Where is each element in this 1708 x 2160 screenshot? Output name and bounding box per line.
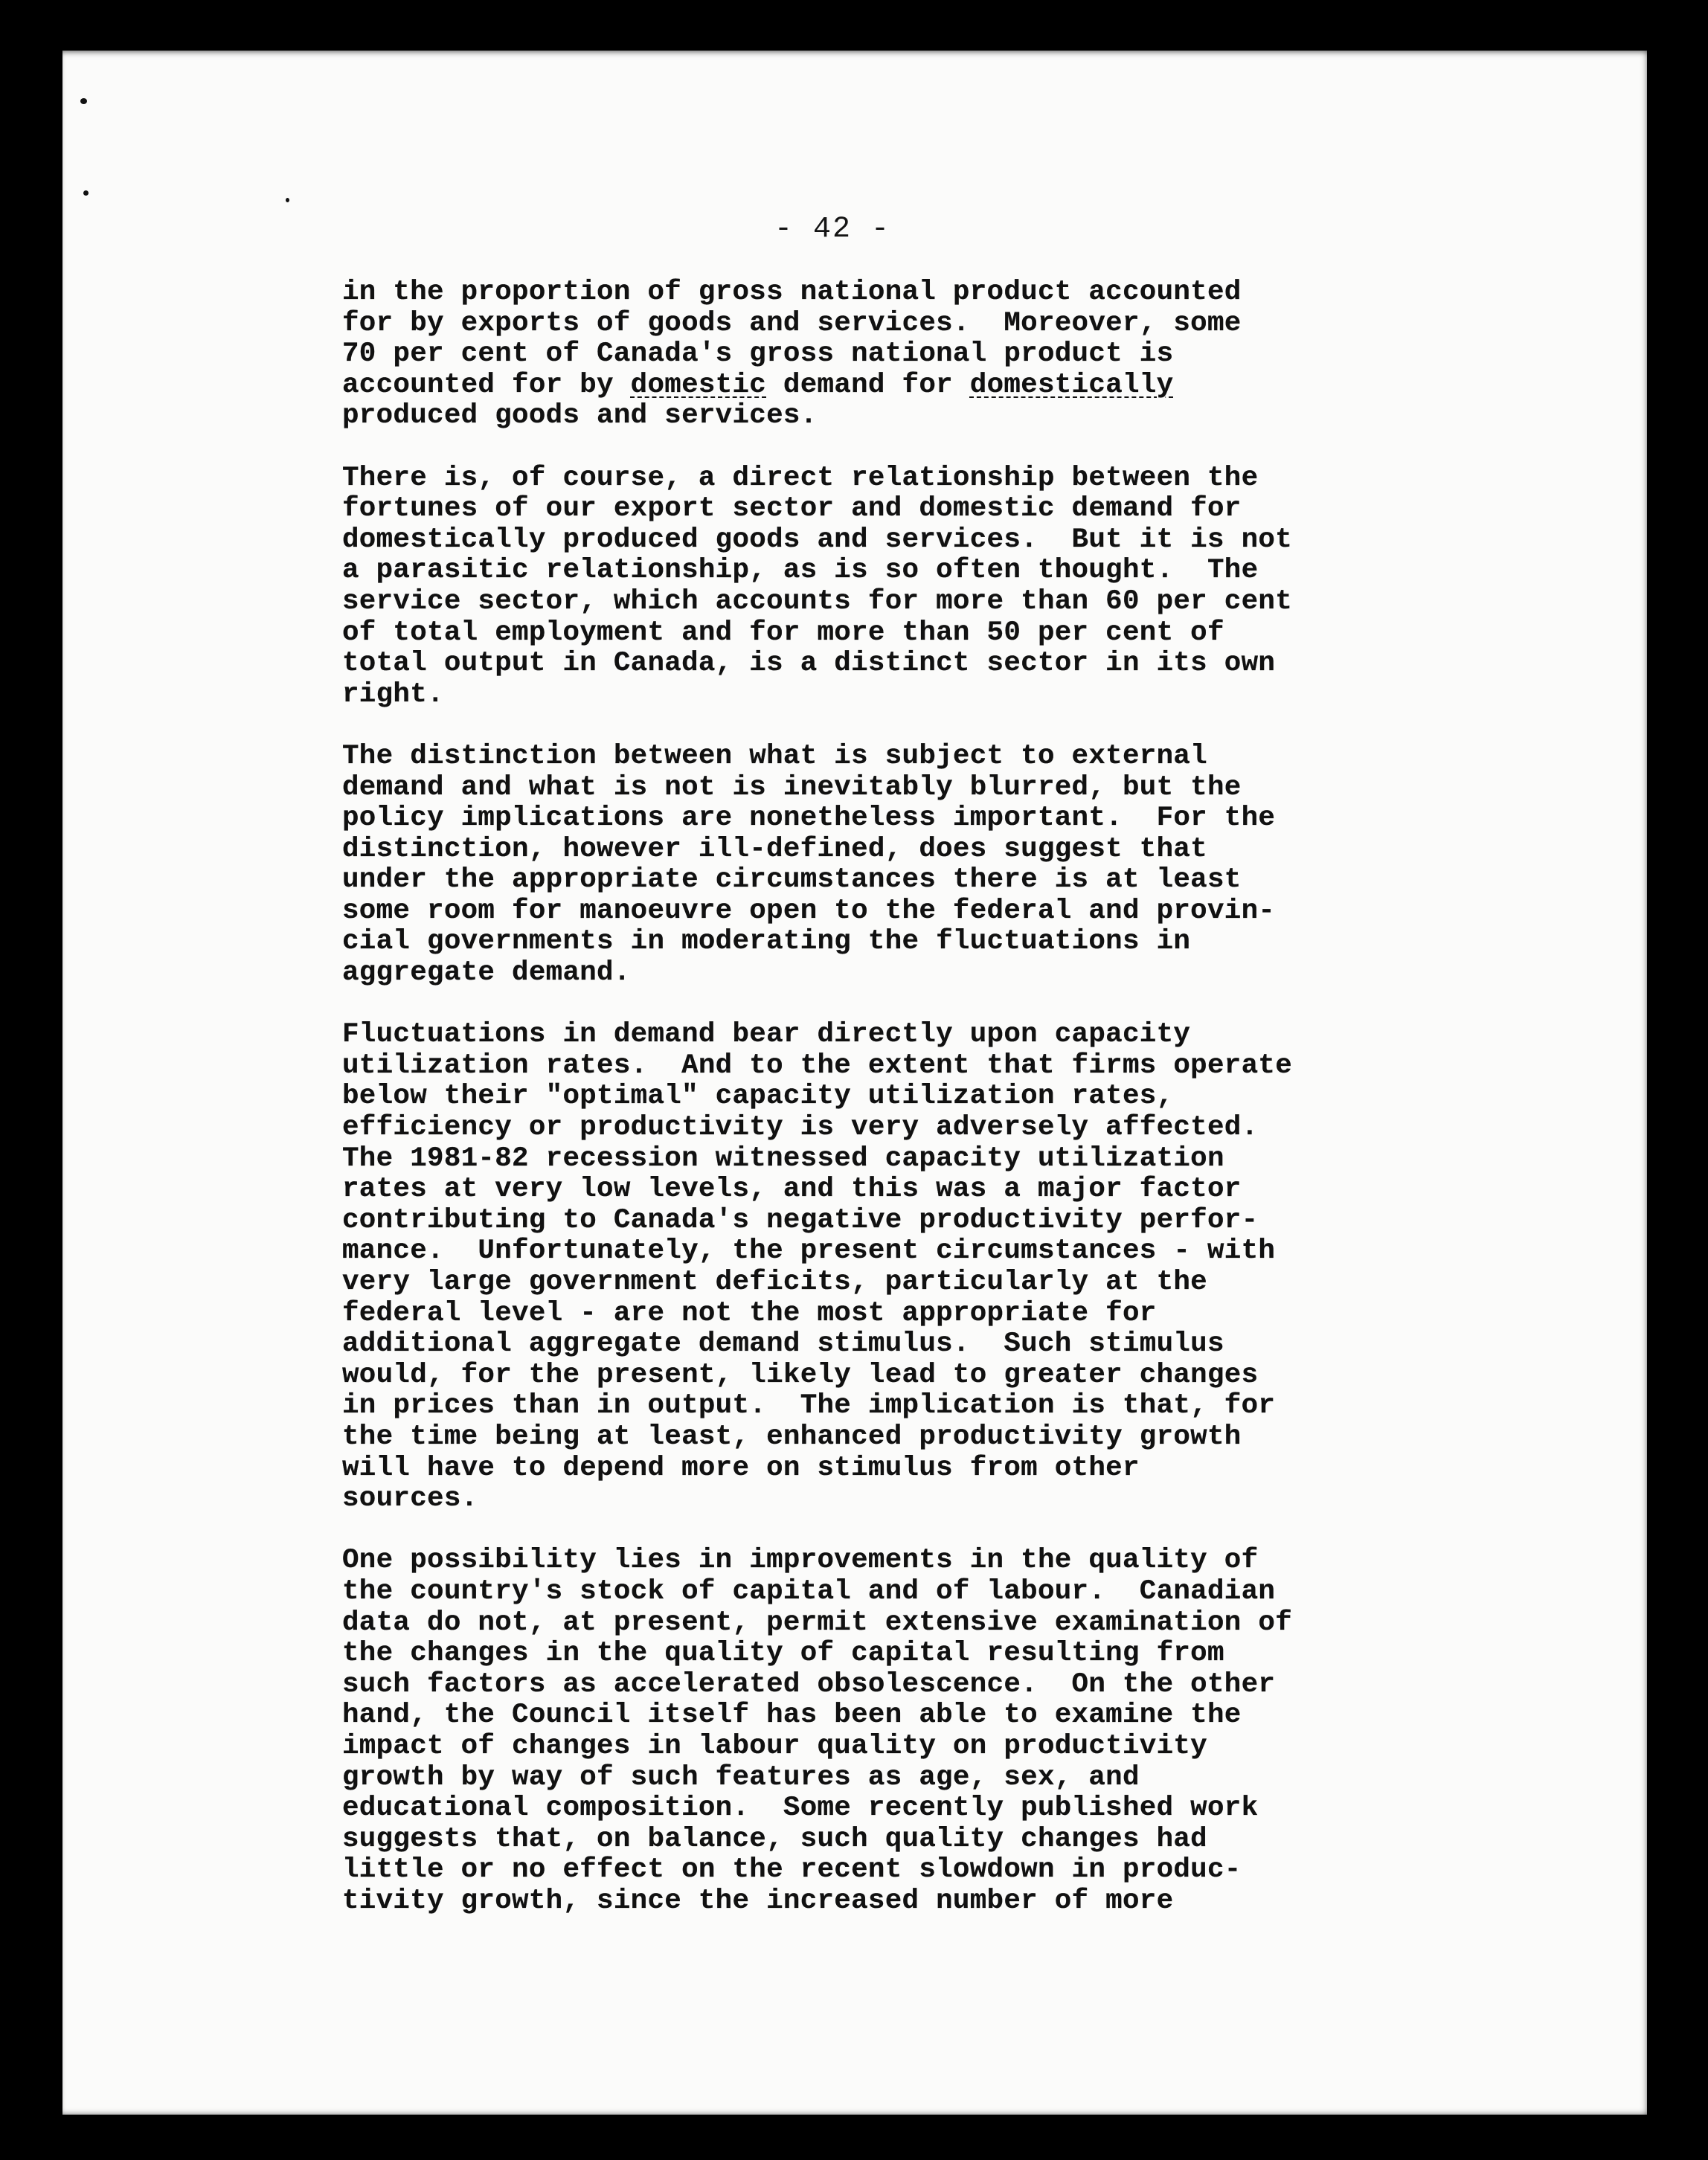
text-line xyxy=(342,1206,1473,1237)
text-segment: demand for xyxy=(766,369,970,401)
text-segment: cial governments in moderating the fluctuations in xyxy=(342,926,1191,958)
text-line xyxy=(342,401,1473,432)
text-line xyxy=(342,773,1473,804)
text-line xyxy=(342,1391,1473,1422)
text-segment: One possibility lies in improvements in the quality of xyxy=(342,1545,1259,1577)
text-line xyxy=(342,680,1473,711)
document-page xyxy=(62,51,1647,2115)
paragraph xyxy=(342,463,1473,711)
paragraph xyxy=(342,1546,1473,1917)
text-segment: service sector, which accounts for more than 60 per cent xyxy=(342,585,1293,617)
text-segment: fortunes of our export sector and domestic demand for xyxy=(342,493,1242,525)
text-segment: data do not, at present, permit extensive examination of xyxy=(342,1607,1293,1639)
text-line xyxy=(342,1081,1473,1113)
paragraph xyxy=(342,1020,1473,1515)
text-segment: Fluctuations in demand bear directly upon capacity xyxy=(342,1019,1191,1051)
text-segment: tivity growth, since the increased number of more xyxy=(342,1885,1174,1917)
paragraph xyxy=(342,742,1473,989)
text-line xyxy=(342,742,1473,773)
text-line xyxy=(342,618,1473,649)
text-line xyxy=(342,1174,1473,1206)
text-segment: very large government deficits, particularly at the xyxy=(342,1267,1207,1298)
text-segment: below their "optimal" capacity utilization rates, xyxy=(342,1081,1174,1113)
text-segment: the changes in the quality of capital resulting from xyxy=(342,1638,1224,1670)
text-line xyxy=(342,958,1473,989)
text-segment: distinction, however ill-defined, does suggest that xyxy=(342,833,1207,865)
text-segment: would, for the present, likely lead to greater changes xyxy=(342,1359,1259,1391)
text-segment: total output in Canada, is a distinct sector in its own xyxy=(342,648,1276,680)
text-segment: little or no effect on the recent slowdown in produc- xyxy=(342,1854,1242,1886)
text-segment: contributing to Canada's negative productivity perfor- xyxy=(342,1204,1259,1236)
underlined-text: domestically xyxy=(969,369,1174,401)
text-segment: The distinction between what is subject to external xyxy=(342,740,1207,772)
text-line xyxy=(342,1422,1473,1453)
text-line xyxy=(342,1793,1473,1825)
text-line xyxy=(342,1144,1473,1175)
text-segment: policy implications are nonetheless important. For the xyxy=(342,803,1276,835)
text-segment: the time being at least, enhanced productivity growth xyxy=(342,1421,1242,1453)
underlined-text: domestic xyxy=(630,369,767,401)
text-line xyxy=(342,835,1473,866)
text-line xyxy=(342,370,1473,402)
text-line xyxy=(342,1236,1473,1267)
text-segment: suggests that, on balance, such quality changes had xyxy=(342,1823,1207,1855)
text-line xyxy=(342,1886,1473,1918)
text-segment: in the proportion of gross national product accounted xyxy=(342,277,1242,308)
text-segment: domestically produced goods and services. But it is not xyxy=(342,524,1293,556)
text-line xyxy=(342,1732,1473,1763)
text-line xyxy=(342,927,1473,958)
text-segment: of total employment and for more than 50 per cent of xyxy=(342,617,1224,649)
text-line xyxy=(342,803,1473,835)
text-segment: hand, the Council itself has been able to examine the xyxy=(342,1700,1242,1732)
text-line xyxy=(342,277,1473,309)
text-line xyxy=(342,896,1473,928)
text-segment: additional aggregate demand stimulus. Such stimulus xyxy=(342,1328,1224,1360)
scan-speck xyxy=(83,190,89,196)
text-line xyxy=(342,309,1473,340)
text-line xyxy=(342,1329,1473,1360)
text-line xyxy=(342,1763,1473,1794)
text-segment: aggregate demand. xyxy=(342,957,631,989)
page-number: - 42 - xyxy=(774,213,891,246)
text-line xyxy=(342,525,1473,556)
text-line xyxy=(342,339,1473,370)
text-segment: efficiency or productivity is very adversely affected. xyxy=(342,1112,1259,1144)
scan-speck xyxy=(80,98,87,104)
scan-speck xyxy=(286,198,289,202)
text-segment: some room for manoeuvre open to the federal and provin- xyxy=(342,895,1276,927)
text-segment: rates at very low levels, and this was a major factor xyxy=(342,1174,1242,1206)
text-segment: sources. xyxy=(342,1483,478,1515)
text-segment: growth by way of such features as age, sex, and xyxy=(342,1761,1140,1793)
text-line xyxy=(342,1360,1473,1392)
text-segment: in prices than in output. The implication is that, for xyxy=(342,1390,1276,1422)
text-segment: federal level - are not the most appropriate for xyxy=(342,1297,1157,1329)
document-body xyxy=(342,277,1473,1948)
paragraph xyxy=(342,277,1473,432)
text-line xyxy=(342,1577,1473,1608)
text-segment: will have to depend more on stimulus from other xyxy=(342,1452,1140,1484)
text-line xyxy=(342,587,1473,618)
text-segment: such factors as accelerated obsolescence. On the other xyxy=(342,1668,1276,1700)
text-segment: educational composition. Some recently published work xyxy=(342,1793,1259,1825)
text-segment: utilization rates. And to the extent that firms operate xyxy=(342,1050,1293,1081)
text-line xyxy=(342,1484,1473,1515)
text-line xyxy=(342,1113,1473,1144)
text-line xyxy=(342,1051,1473,1082)
text-segment: the country's stock of capital and of labour. Canadian xyxy=(342,1575,1276,1607)
text-segment: accounted for by xyxy=(342,369,631,401)
text-line xyxy=(342,463,1473,495)
text-segment: right. xyxy=(342,678,444,710)
text-line xyxy=(342,494,1473,525)
text-segment: under the appropriate circumstances there is at least xyxy=(342,864,1242,896)
text-line xyxy=(342,865,1473,896)
text-line xyxy=(342,1855,1473,1886)
text-segment: The 1981-82 recession witnessed capacity utilization xyxy=(342,1142,1224,1174)
text-segment: a parasitic relationship, as is so often thought. The xyxy=(342,555,1259,587)
text-line xyxy=(342,1639,1473,1670)
text-line xyxy=(342,1020,1473,1051)
text-segment: 70 per cent of Canada's gross national product is xyxy=(342,338,1174,370)
text-line xyxy=(342,1700,1473,1732)
text-segment: for by exports of goods and services. Moreover, some xyxy=(342,307,1242,339)
text-line xyxy=(342,1299,1473,1330)
text-line xyxy=(342,556,1473,587)
text-segment: mance. Unfortunately, the present circumstances - with xyxy=(342,1235,1276,1267)
text-line xyxy=(342,1825,1473,1856)
text-segment: There is, of course, a direct relationship between the xyxy=(342,462,1259,494)
text-segment: produced goods and services. xyxy=(342,400,818,432)
text-line xyxy=(342,1453,1473,1485)
text-line xyxy=(342,649,1473,680)
text-segment: demand and what is not is inevitably blurred, but the xyxy=(342,771,1242,803)
text-line xyxy=(342,1546,1473,1577)
text-line xyxy=(342,1608,1473,1639)
text-segment: impact of changes in labour quality on productivity xyxy=(342,1730,1207,1762)
text-line xyxy=(342,1670,1473,1701)
text-line xyxy=(342,1267,1473,1299)
